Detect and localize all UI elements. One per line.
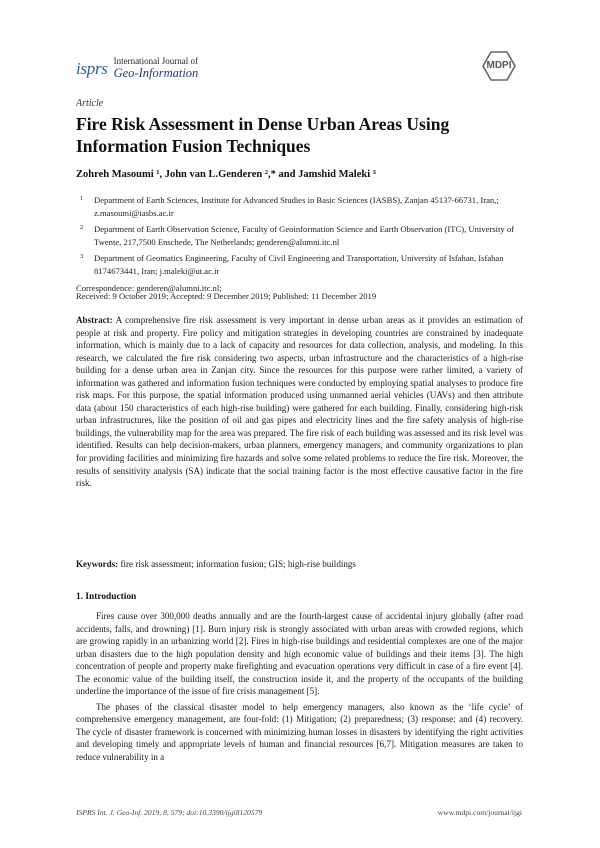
publisher-name: MDPI: [486, 60, 512, 71]
affiliations: [76, 194, 516, 294]
journal-name-line1: International Journal of: [113, 56, 199, 66]
affiliation-number: 2: [80, 224, 84, 232]
paper-title: Fire Risk Assessment in Dense Urban Areas Using Information Fusion Techniques: [76, 114, 450, 156]
introduction-body: [76, 610, 523, 767]
section-heading: 1. Introduction: [76, 592, 137, 602]
affiliation-3: [76, 252, 516, 277]
paragraph: Fires cause over 300,000 deaths annually and are the fourth-largest cause of accidental injury globally (after road accidents, falls, and drowning) [1]. Burn injury risk is strongly associated with urban areas with crowded regions, which are growing rapidly in an urbanizing world [2]. Fires in high-rise buildings and residential complexes are one of the major urban disasters due to the high population density and high economic value of buildings and their items [3]. The high concentration of people and property make firefighting and evacuation operations very difficult in case of a fire event [4]. The economic value of the building itself, the construction inside it, and the property of the occupants of the building underline the importance of the issue of fire crisis management [5].: [76, 611, 523, 697]
affiliation-1: [76, 194, 516, 219]
footer-citation: ISPRS Int. J. Geo-Inf. 2019, 8, 579; doi:10.3390/ijgi8120579: [76, 808, 263, 817]
author-list: Zohreh Masoumi ¹, John van L.Genderen ²,* and Jamshid Maleki ³: [76, 169, 376, 180]
keywords-label: Keywords:: [76, 559, 119, 569]
correspondence: Correspondence: genderen@alumni.itc.nl;: [76, 282, 222, 293]
isprs-logo: isprs: [76, 59, 108, 78]
abstract: [76, 314, 523, 490]
affiliation-2: [76, 223, 516, 248]
affiliation-text: Department of Earth Observation Science, Faculty of Geoinformation Science and Earth Observation (ITC), University of Twente, 217,7500 Enschede, The Netherlands; genderen@alumni.itc.nl: [94, 224, 515, 247]
affiliation-text: Department of Earth Sciences, Institute for Advanced Studies in Basic Sciences (IASBS), Zanjan 45137-66731, Iran,; z.masoumi@iasbs.ac.ir: [94, 195, 499, 218]
affiliation-number: 1: [80, 195, 84, 202]
affiliation-text: Department of Geomatics Engineering, Faculty of Civil Engineering and Transportation, University of Isfahan, Isfahan 8174673441, Iran; j.maleki@ut.ac.ir: [94, 253, 504, 276]
keywords: [76, 559, 523, 569]
journal-name-line2: Geo-Information: [113, 66, 199, 80]
publication-dates: Received: 9 October 2019; Accepted: 9 December 2019; Published: 11 December 2019: [76, 291, 377, 301]
article-type: Article: [76, 98, 104, 109]
mdpi-logo: [482, 52, 516, 71]
paragraph: The phases of the classical disaster model to help emergency managers, also known as the ‘life cycle’ of comprehensive emergency management, are four-fold: (1) Mitigation; (2) preparedness; (3) response; and (4) recovery. The cycle of disaster framework is concerned with minimizing human losses in disasters by identifying the right activities and developing timely and appropriate levels of human and financial resources [6,7]. Mitigation measures are taken to reduce vulnerability in a: [76, 701, 523, 763]
journal-logo: [76, 55, 198, 79]
abstract-label: Abstract:: [76, 315, 113, 325]
affiliation-number: 3: [80, 253, 84, 261]
keywords-text: fire risk assessment; information fusion; GIS; high-rise buildings: [120, 559, 356, 569]
journal-url-link[interactable]: www.mdpi.com/journal/ijgi: [437, 808, 522, 817]
abstract-text: A comprehensive fire risk assessment is very important in dense urban areas as it provides an estimation of people at risk and property. Fire policy and mitigation strategies in developing countries are constrained by inadequate information, which is mainly due to a lack of capacity and resources for data collection, analysis, and modeling. In this research, we calculated the fire risk considering two aspects, urban infrastructure and the characteristics of a high-rise building for a dense urban area in Zanjan city. Since the resources for this purpose were rather limited, a variety of information was gathered and information fusion techniques were conducted by employing spatial analyses to produce fire risk maps. For this purpose, the spatial information produced using unmanned aerial vehicles (UAVs) and then attribute data (about 150 characteristics of each high-rise building) were gathered for each building. Finally, considering high-risk urban infrastructures, like the position of oil and gas pipes and electricity lines and the fire safety analysis of high-rise buildings, the vulnerability map for the area was prepared. The fire risk of each building was assessed and its risk level was identified. Results can help decision-makers, urban planners, emergency managers, and community organizations to plan for providing facilities and minimizing fire hazards and solve some related problems to reduce the fire risk. Moreover, the results of sensitivity analysis (SA) indicate that the social training factor is the most effective causative factor in the fire risk.: [76, 315, 523, 489]
